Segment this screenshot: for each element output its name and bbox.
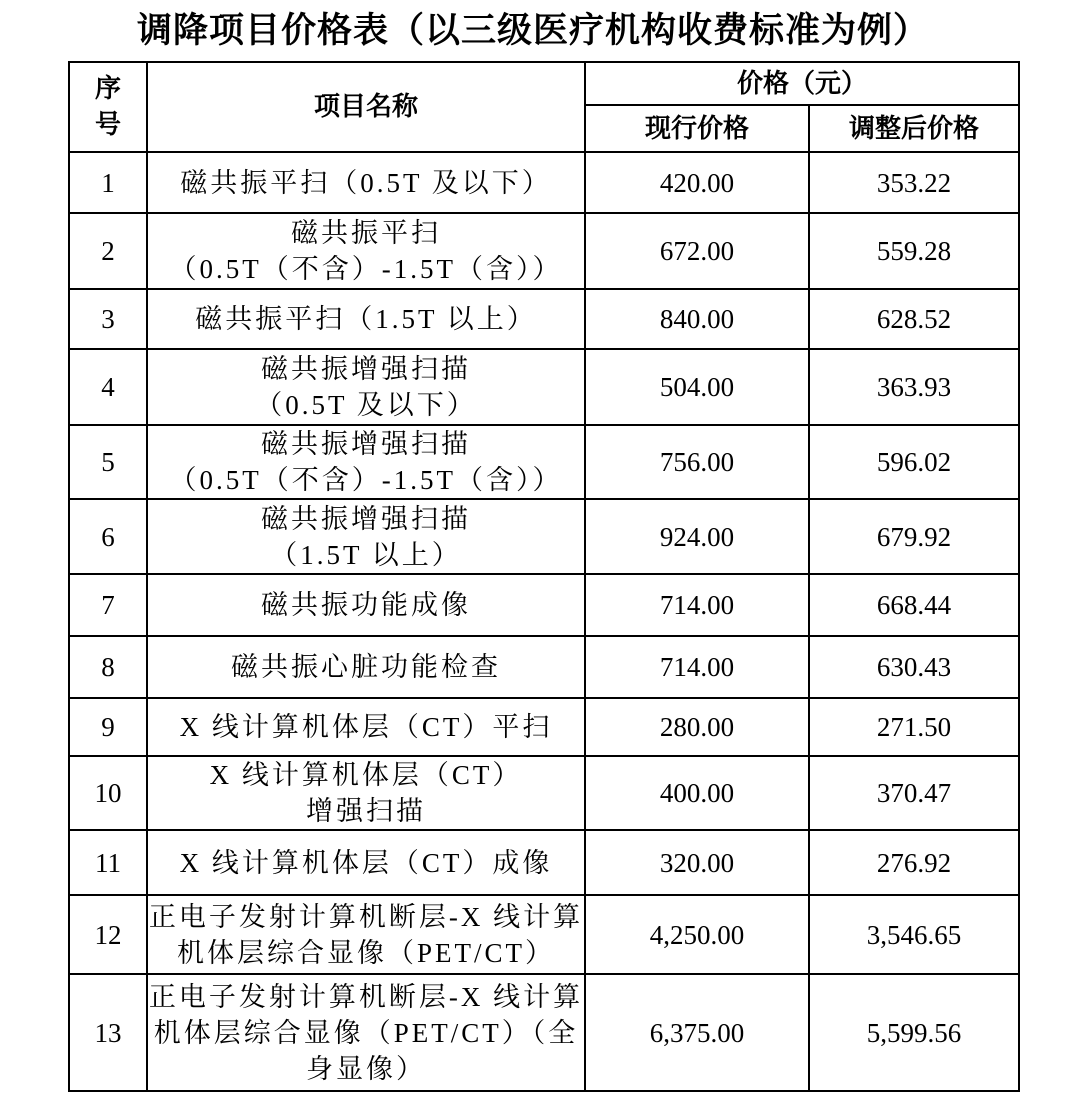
cell-item-name xyxy=(147,636,585,698)
header-seq-line2: 号 xyxy=(94,110,121,140)
cell-current-price: 924.00 xyxy=(585,499,809,574)
item-name-line: 正电子发射计算机断层-X 线计算 xyxy=(148,901,584,932)
item-name-line: （0.5T（不含）-1.5T（含）） xyxy=(169,254,563,284)
item-name-line: 磁共振增强扫描 xyxy=(261,503,471,534)
header-item-name: 项目名称 xyxy=(147,62,585,152)
cell-item-name xyxy=(147,698,585,756)
item-name-line: 磁共振心脏功能检查 xyxy=(231,652,501,682)
cell-seq: 6 xyxy=(69,499,147,574)
cell-seq: 4 xyxy=(69,349,147,425)
cell-current-price: 840.00 xyxy=(585,289,809,349)
item-name-line: 磁共振功能成像 xyxy=(261,590,471,620)
item-name-line: （0.5T（不含）-1.5T（含）） xyxy=(169,465,563,495)
cell-seq: 2 xyxy=(69,213,147,289)
item-name-line: X 线计算机体层（CT）成像 xyxy=(179,847,553,878)
header-current-price: 现行价格 xyxy=(585,105,809,152)
table-row xyxy=(69,349,1019,425)
table-row xyxy=(69,574,1019,636)
table-row xyxy=(69,289,1019,349)
item-name-line: 磁共振增强扫描 xyxy=(261,354,471,384)
price-table xyxy=(68,61,1020,1092)
cell-seq: 5 xyxy=(69,425,147,499)
item-name-line: 正电子发射计算机断层-X 线计算 xyxy=(148,981,584,1012)
table-row xyxy=(69,895,1019,974)
cell-current-price: 4,250.00 xyxy=(585,895,809,974)
cell-item-name xyxy=(147,425,585,499)
item-name-line: X 线计算机体层（CT）平扫 xyxy=(179,712,553,742)
cell-item-name xyxy=(147,895,585,974)
header-adjusted-price: 调整后价格 xyxy=(809,105,1019,152)
cell-current-price: 504.00 xyxy=(585,349,809,425)
cell-adjusted-price: 276.92 xyxy=(809,830,1019,895)
cell-adjusted-price: 559.28 xyxy=(809,213,1019,289)
cell-adjusted-price: 679.92 xyxy=(809,499,1019,574)
item-name-line: 增强扫描 xyxy=(306,796,426,826)
cell-adjusted-price: 628.52 xyxy=(809,289,1019,349)
cell-item-name xyxy=(147,830,585,895)
cell-seq: 9 xyxy=(69,698,147,756)
table-body xyxy=(69,152,1019,1091)
header-seq xyxy=(69,62,147,152)
cell-seq: 11 xyxy=(69,830,147,895)
table-row xyxy=(69,499,1019,574)
item-name-line: 身显像） xyxy=(306,1053,426,1084)
item-name-line: 机体层综合显像（PET/CT） xyxy=(176,937,555,968)
item-name-line: 磁共振平扫（1.5T 以上） xyxy=(195,304,537,334)
item-name-line: （0.5T 及以下） xyxy=(255,390,477,420)
table-row xyxy=(69,698,1019,756)
cell-item-name xyxy=(147,974,585,1091)
table-row xyxy=(69,974,1019,1091)
table-row xyxy=(69,756,1019,830)
cell-item-name xyxy=(147,152,585,213)
cell-item-name xyxy=(147,289,585,349)
cell-item-name xyxy=(147,349,585,425)
cell-adjusted-price: 5,599.56 xyxy=(809,974,1019,1091)
cell-seq: 10 xyxy=(69,756,147,830)
cell-seq: 8 xyxy=(69,636,147,698)
cell-current-price: 756.00 xyxy=(585,425,809,499)
cell-current-price: 714.00 xyxy=(585,636,809,698)
cell-adjusted-price: 3,546.65 xyxy=(809,895,1019,974)
header-seq-line1: 序 xyxy=(94,74,121,104)
cell-seq: 12 xyxy=(69,895,147,974)
table-row xyxy=(69,830,1019,895)
cell-current-price: 420.00 xyxy=(585,152,809,213)
cell-current-price: 672.00 xyxy=(585,213,809,289)
cell-adjusted-price: 370.47 xyxy=(809,756,1019,830)
cell-adjusted-price: 596.02 xyxy=(809,425,1019,499)
cell-item-name xyxy=(147,499,585,574)
item-name-line: 磁共振增强扫描 xyxy=(261,429,471,459)
cell-current-price: 320.00 xyxy=(585,830,809,895)
table-row xyxy=(69,152,1019,213)
cell-current-price: 6,375.00 xyxy=(585,974,809,1091)
page-title: 调降项目价格表（以三级医疗机构收费标准为例） xyxy=(136,11,929,51)
cell-adjusted-price: 271.50 xyxy=(809,698,1019,756)
item-name-line: 磁共振平扫（0.5T 及以下） xyxy=(180,167,552,198)
cell-current-price: 714.00 xyxy=(585,574,809,636)
cell-seq: 1 xyxy=(69,152,147,213)
cell-adjusted-price: 668.44 xyxy=(809,574,1019,636)
cell-seq: 7 xyxy=(69,574,147,636)
cell-adjusted-price: 630.43 xyxy=(809,636,1019,698)
cell-current-price: 280.00 xyxy=(585,698,809,756)
cell-item-name xyxy=(147,574,585,636)
table-row xyxy=(69,636,1019,698)
cell-seq: 13 xyxy=(69,974,147,1091)
header-price-group: 价格（元） xyxy=(585,62,1019,105)
table-row xyxy=(69,425,1019,499)
cell-item-name xyxy=(147,756,585,830)
cell-adjusted-price: 363.93 xyxy=(809,349,1019,425)
table-row xyxy=(69,213,1019,289)
cell-current-price: 400.00 xyxy=(585,756,809,830)
item-name-line: 机体层综合显像（PET/CT）（全 xyxy=(153,1017,579,1048)
cell-item-name xyxy=(147,213,585,289)
cell-seq: 3 xyxy=(69,289,147,349)
item-name-line: 磁共振平扫 xyxy=(291,218,441,248)
item-name-line: （1.5T 以上） xyxy=(270,539,462,570)
cell-adjusted-price: 353.22 xyxy=(809,152,1019,213)
item-name-line: X 线计算机体层（CT） xyxy=(209,760,523,790)
